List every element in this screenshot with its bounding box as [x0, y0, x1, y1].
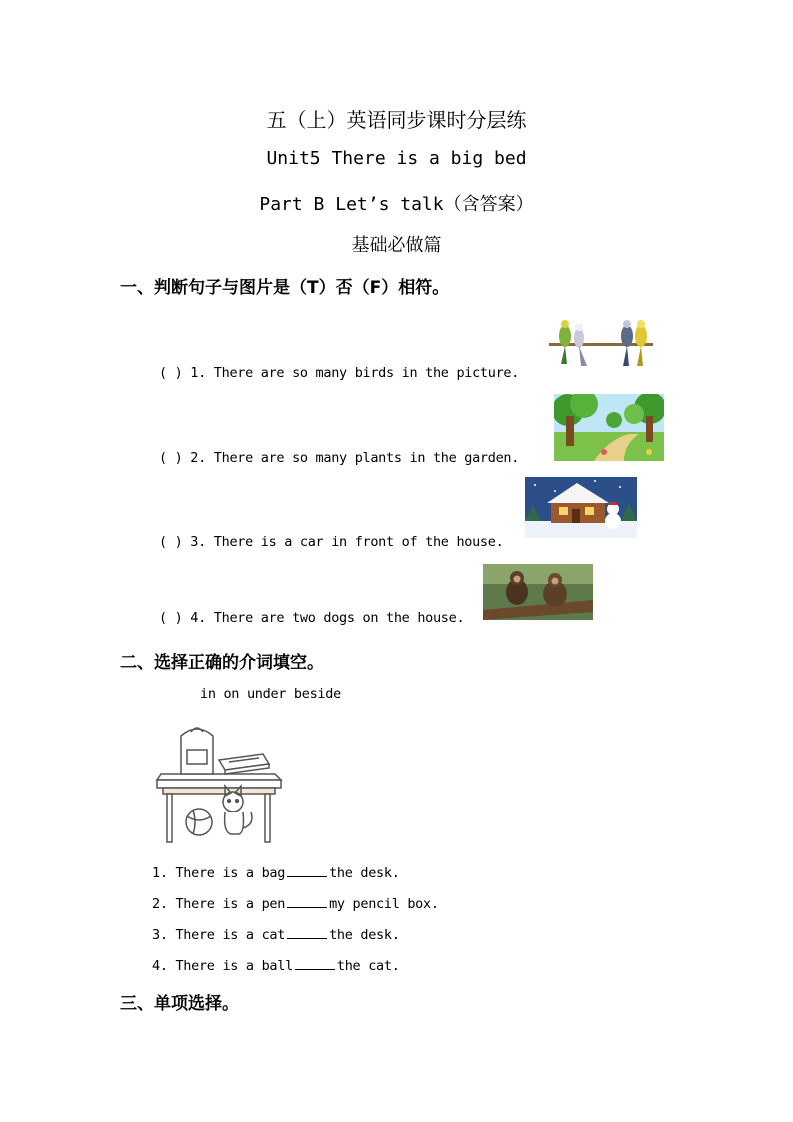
desk-bag-cat-ball-image — [153, 716, 283, 846]
fill-item-1 — [152, 864, 400, 881]
fill-item-4-tail: the cat. — [336, 958, 400, 974]
fill-item-3-text: 3. There is a cat — [152, 927, 286, 943]
part-title: Part B Let’s talk（含答案） — [259, 194, 534, 215]
garden-trees-image — [554, 394, 664, 461]
fill-item-1-tail: the desk. — [329, 865, 400, 881]
judge-item-1: ( ) 1. There are so many birds in the picture. — [159, 365, 520, 381]
judge-item-2: ( ) 2. There are so many plants in the garden. — [159, 450, 520, 466]
word-bank: in on under beside — [200, 686, 341, 702]
snowy-house-snowman-image — [525, 477, 637, 538]
fill-item-1-text: 1. There is a bag — [152, 865, 286, 881]
fill-item-2-tail: my pencil box. — [329, 896, 439, 912]
section3-heading: 三、单项选择。 — [120, 994, 239, 1014]
answer-blank-1[interactable] — [287, 864, 327, 877]
fill-item-3-tail: the desk. — [329, 927, 400, 943]
birds-on-branch-image — [547, 316, 655, 370]
section2-heading: 二、选择正确的介词填空。 — [120, 653, 324, 673]
monkeys-on-log-image — [483, 564, 593, 620]
fill-item-2-text: 2. There is a pen — [152, 896, 286, 912]
answer-blank-2[interactable] — [287, 895, 327, 908]
level-title: 基础必做篇 — [351, 235, 442, 256]
answer-blank-4[interactable] — [295, 957, 335, 970]
fill-item-4-text: 4. There is a ball — [152, 958, 293, 974]
unit-title: Unit5 There is a big bed — [266, 148, 527, 169]
fill-item-4 — [152, 957, 400, 974]
answer-blank-3[interactable] — [287, 926, 327, 939]
judge-item-3: ( ) 3. There is a car in front of the house. — [159, 534, 504, 550]
page-title: 五（上）英语同步课时分层练 — [266, 108, 527, 132]
section1-heading: 一、判断句子与图片是（T）否（F）相符。 — [120, 278, 450, 298]
judge-item-4: ( ) 4. There are two dogs on the house. — [159, 610, 465, 626]
fill-item-3 — [152, 926, 400, 943]
fill-item-2 — [152, 895, 439, 912]
